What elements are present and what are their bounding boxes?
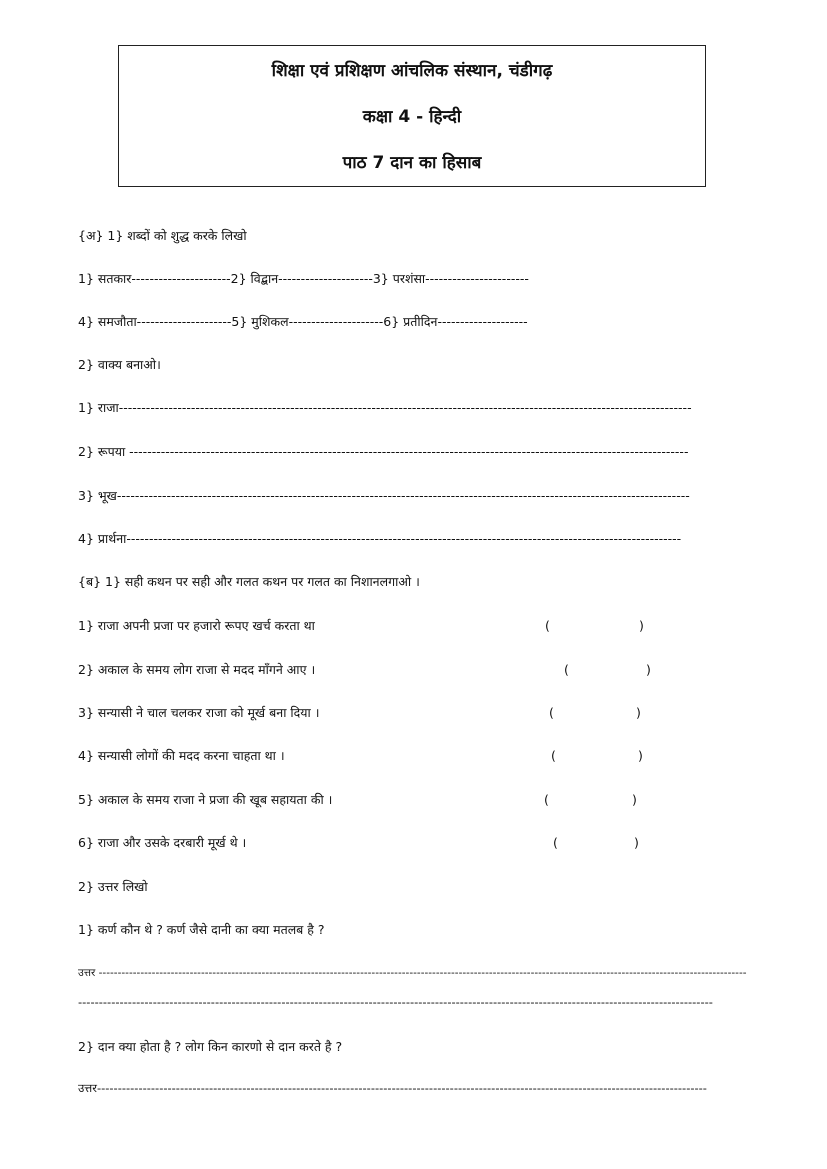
sentence-item-1: 1} राजा------------------------------------------------------------------------------------------------------------------------------- (78, 400, 692, 415)
answer-2-line-1: उत्तर--------------------------------------------------------------------------------------------------------------------------------------------------- (78, 1081, 707, 1095)
header-box (118, 45, 706, 187)
section-a-q1-title: {अ} 1} शब्दों को शुद्ध करके लिखो (78, 228, 247, 243)
class-title: कक्षा 4 - हिन्दी (362, 107, 462, 127)
word-correction-row-1: 1} सतकार----------------------2} विद्बान---------------------3} परशंसा----------------------- (78, 271, 529, 286)
statement-5: 5} अकाल के समय राजा ने प्रजा की खूब सहायता की । (78, 792, 333, 807)
answer-paren-open: ( (551, 748, 556, 763)
sentence-item-2: 2} रूपया ---------------------------------------------------------------------------------------------------------------------------- (78, 444, 689, 459)
statement-4: 4} सन्यासी लोगों की मदद करना चाहता था । (78, 748, 285, 763)
section-b-title: {ब} 1} सही कथन पर सही और गलत कथन पर गलत का निशानलगाओ । (78, 574, 420, 589)
answer-paren-open: ( (545, 618, 550, 633)
answer-paren-open: ( (544, 792, 549, 807)
answer-1-line-2: --------------------------------------------------------------------------------------------------------------------------------------------------------- (78, 995, 713, 1009)
answer-paren-open: ( (553, 835, 558, 850)
answer-paren-close: ) (639, 618, 644, 633)
answer-1-line-1: उत्तर --------------------------------------------------------------------------------------------------------------------------------------------------------------------------- (78, 967, 747, 979)
answer-paren-close: ) (636, 705, 641, 720)
word-correction-row-2: 4} समजौता---------------------5} मुशिकल---------------------6} प्रतीदिन-------------------- (78, 314, 528, 329)
answer-paren-close: ) (634, 835, 639, 850)
sentence-item-4: 4} प्रार्थना--------------------------------------------------------------------------------------------------------------------------- (78, 531, 682, 546)
answer-paren-open: ( (549, 705, 554, 720)
statement-6: 6} राजा और उसके दरबारी मूर्ख थे । (78, 835, 247, 850)
answer-paren-close: ) (638, 748, 643, 763)
section-a-q2-title: 2} वाक्य बनाओ। (78, 357, 161, 372)
question-2: 2} दान क्या होता है ? लोग किन कारणो से दान करते है ? (78, 1039, 343, 1054)
answer-paren-close: ) (646, 662, 651, 677)
statement-3: 3} सन्यासी ने चाल चलकर राजा को मूर्ख बना दिया । (78, 705, 320, 720)
sentence-item-3: 3} भूख------------------------------------------------------------------------------------------------------------------------------- (78, 488, 690, 503)
section-b-q2-title: 2} उत्तर लिखो (78, 879, 148, 894)
answer-paren-open: ( (564, 662, 569, 677)
answer-paren-close: ) (632, 792, 637, 807)
statement-1: 1} राजा अपनी प्रजा पर हजारो रूपए खर्च करता था (78, 618, 315, 633)
question-1: 1} कर्ण कौन थे ? कर्ण जैसे दानी का क्या मतलब है ? (78, 922, 325, 937)
institute-name: शिक्षा एवं प्रशिक्षण आंचलिक संस्थान, चंडीगढ़ (271, 61, 553, 81)
statement-2: 2} अकाल के समय लोग राजा से मदद माँगने आए । (78, 662, 316, 677)
lesson-title: पाठ 7 दान का हिसाब (342, 153, 482, 173)
